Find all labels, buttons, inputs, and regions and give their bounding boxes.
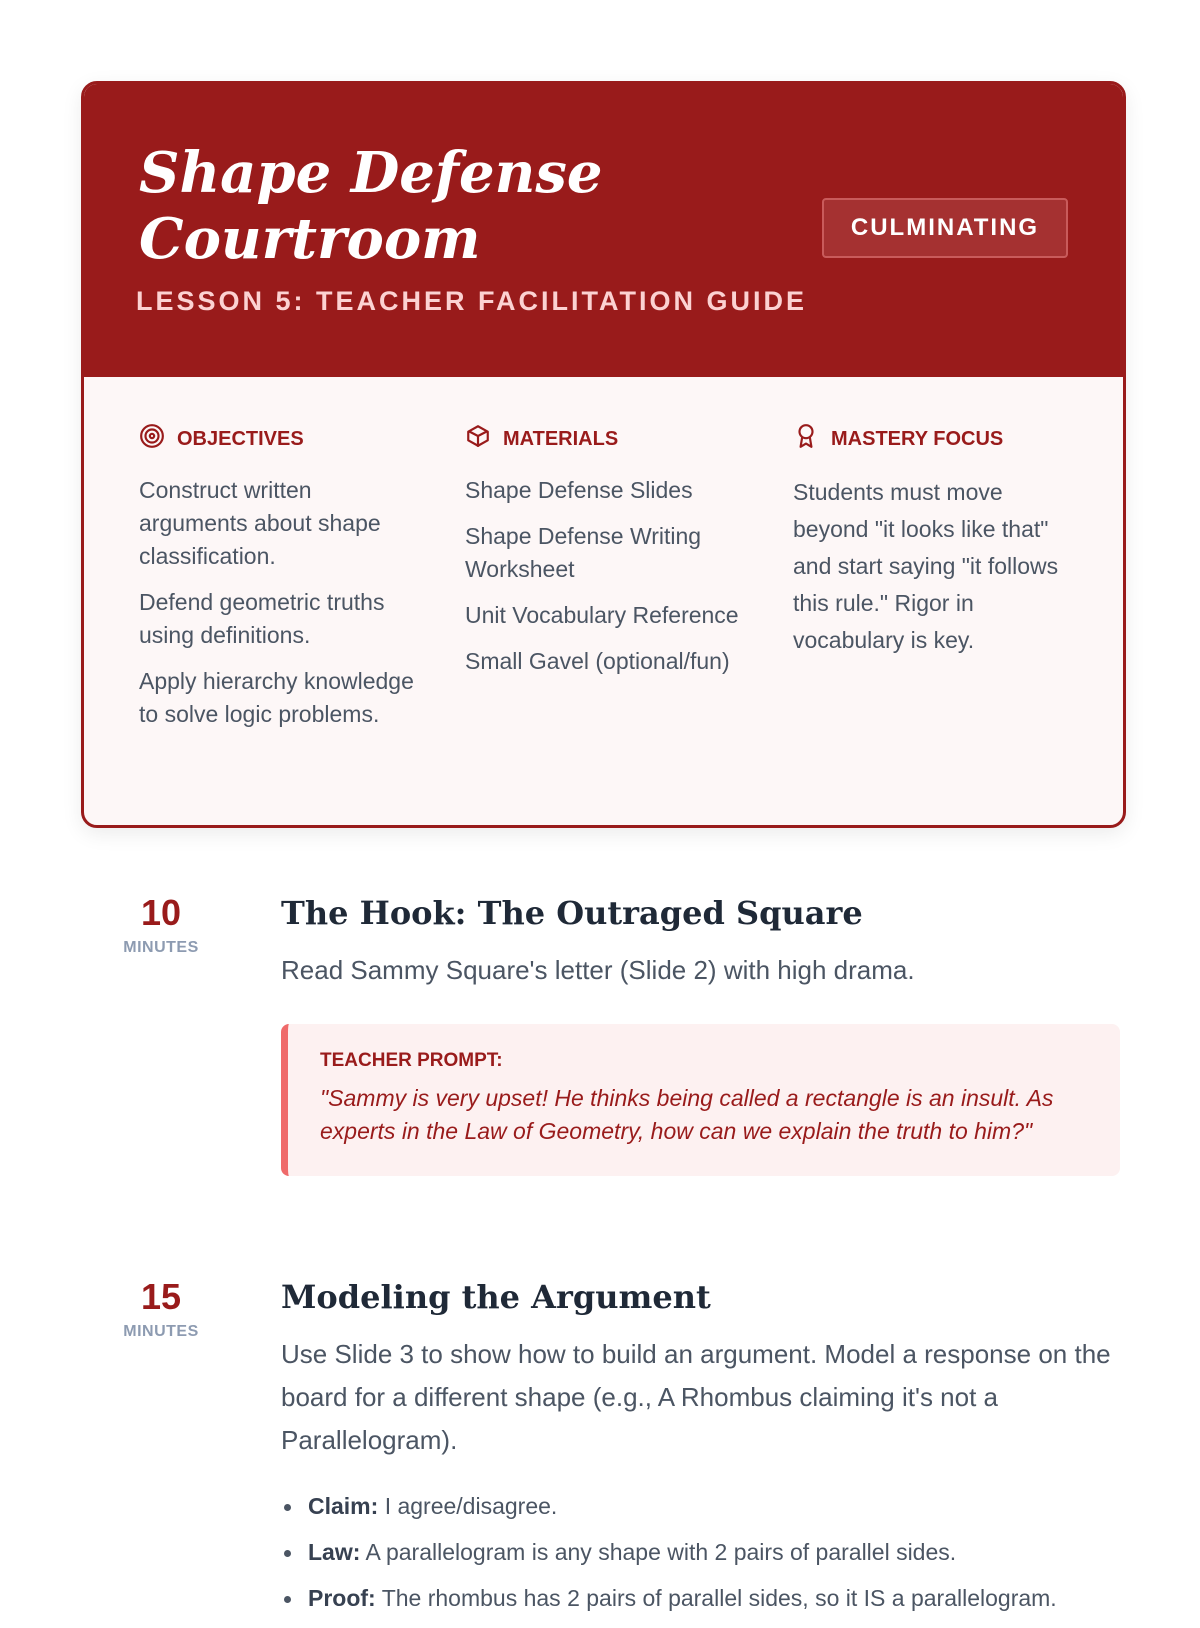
time-block bbox=[121, 1277, 201, 1341]
teacher-prompt-box bbox=[281, 1024, 1120, 1176]
target-icon bbox=[139, 423, 165, 455]
minutes-label: MINUTES bbox=[123, 1323, 199, 1340]
box-icon bbox=[465, 423, 491, 455]
section-content bbox=[281, 1277, 1120, 1628]
step-term: Proof: bbox=[308, 1585, 376, 1611]
step-term: Claim: bbox=[308, 1493, 379, 1519]
materials-list bbox=[465, 474, 745, 678]
header-banner bbox=[84, 84, 1123, 377]
objectives-heading bbox=[139, 422, 419, 456]
section-text: Read Sammy Square's letter (Slide 2) with high drama. bbox=[281, 955, 915, 985]
objectives-heading-label: OBJECTIVES bbox=[177, 427, 304, 450]
argument-steps-list bbox=[281, 1490, 1120, 1615]
section-text: Use Slide 3 to show how to build an argument. Model a response on the board for a different shape (e.g., A Rhombus claiming it's not a Parallelogram). bbox=[281, 1339, 1111, 1455]
time-block bbox=[121, 893, 201, 957]
section-title: Modeling the Argument bbox=[281, 1278, 711, 1316]
teacher-prompt-text: "Sammy is very upset! He thinks being called a rectangle is an insult. As experts in the Law of Geometry, how can we explain the truth to him?" bbox=[320, 1085, 1054, 1144]
minutes-value: 15 bbox=[140, 1276, 182, 1317]
minutes-label: MINUTES bbox=[123, 939, 199, 956]
mastery-column bbox=[793, 422, 1078, 659]
lesson-title: Shape Defense Courtroom bbox=[139, 140, 603, 272]
step-text: I agree/disagree. bbox=[384, 1493, 558, 1519]
step-text: A parallelogram is any shape with 2 pairs of parallel sides. bbox=[365, 1539, 957, 1565]
list-item bbox=[281, 1490, 1120, 1523]
material-item: Shape Defense Writing Worksheet bbox=[465, 523, 702, 582]
material-item: Small Gavel (optional/fun) bbox=[465, 648, 730, 674]
material-item: Shape Defense Slides bbox=[465, 477, 693, 503]
section-content bbox=[281, 893, 1120, 1176]
lesson-subtitle: LESSON 5: TEACHER FACILITATION GUIDE bbox=[136, 286, 808, 316]
materials-heading-label: MATERIALS bbox=[503, 427, 619, 450]
materials-heading bbox=[465, 422, 745, 456]
mastery-text: Students must move beyond "it looks like that" and start saying "it follows this rule." Rigor in vocabulary is key. bbox=[793, 479, 1059, 653]
objectives-column bbox=[139, 422, 419, 744]
objective-item: Apply hierarchy knowledge to solve logic problems. bbox=[139, 668, 414, 727]
lesson-header-card bbox=[81, 81, 1126, 828]
teacher-prompt-label: TEACHER PROMPT: bbox=[320, 1050, 503, 1071]
step-text: The rhombus has 2 pairs of parallel sides, so it IS a parallelogram. bbox=[381, 1585, 1057, 1611]
mastery-heading-label: MASTERY FOCUS bbox=[831, 427, 1004, 450]
list-item bbox=[281, 1582, 1120, 1615]
overview-panel bbox=[84, 377, 1123, 825]
minutes-value: 10 bbox=[140, 892, 182, 933]
award-icon bbox=[793, 423, 819, 455]
step-term: Law: bbox=[308, 1539, 361, 1565]
objectives-list bbox=[139, 474, 419, 731]
materials-column bbox=[465, 422, 745, 691]
mastery-heading bbox=[793, 422, 1078, 456]
culminating-badge: CULMINATING bbox=[822, 198, 1068, 258]
section-title: The Hook: The Outraged Square bbox=[281, 894, 863, 932]
objective-item: Construct written arguments about shape classification. bbox=[139, 477, 381, 569]
objective-item: Defend geometric truths using definitions. bbox=[139, 589, 385, 648]
material-item: Unit Vocabulary Reference bbox=[465, 602, 739, 628]
list-item bbox=[281, 1536, 1120, 1569]
